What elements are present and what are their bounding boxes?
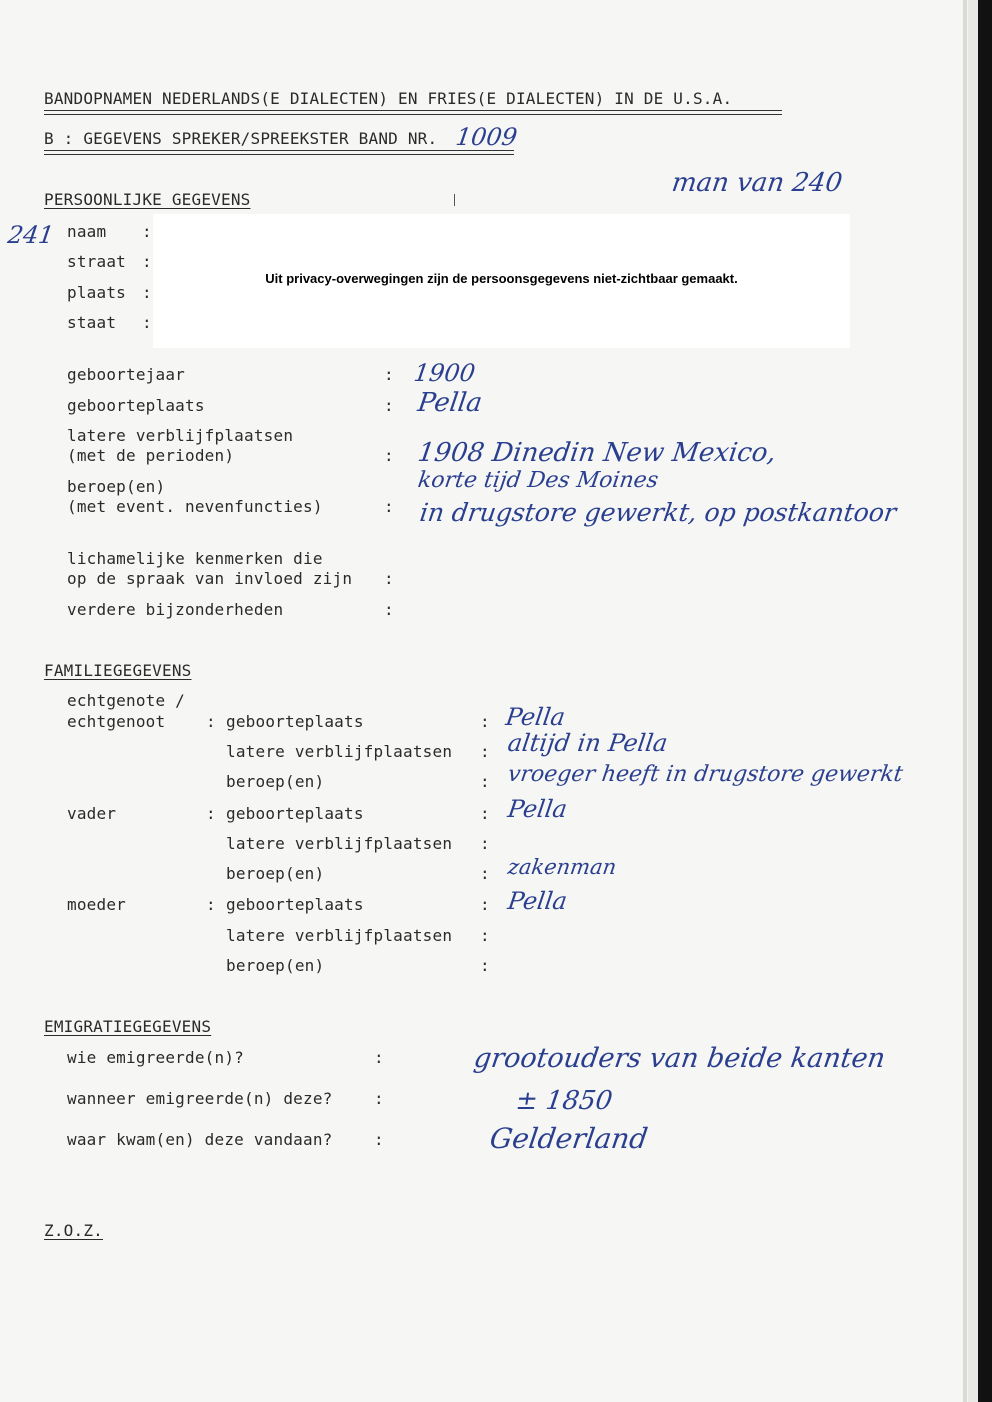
margin-note: man van 240: [669, 168, 845, 198]
title-double-underline: [44, 110, 782, 111]
zoz-footer: Z.O.Z.: [44, 1221, 103, 1240]
mother-later-label: latere verblijfplaatsen: [226, 926, 453, 945]
label-physical-2: op de spraak van invloed zijn: [67, 569, 353, 588]
spouse-later-sep: :: [480, 742, 490, 761]
sep-physical: :: [384, 569, 394, 588]
emigration-q1: wie emigreerde(n)?: [67, 1048, 244, 1067]
spouse-label-2: echtgenoot: [67, 712, 166, 731]
emigration-q3-sep: :: [374, 1130, 384, 1149]
band-number: 1009: [454, 123, 520, 151]
spouse-later-label: latere verblijfplaatsen: [226, 742, 453, 761]
label-profession: beroep(en): [67, 477, 166, 496]
field-sep-street: :: [142, 252, 152, 271]
family-heading: FAMILIEGEGEVENS: [44, 661, 192, 680]
sep-later-residences: :: [384, 446, 394, 465]
value-later-residences: 1908 Dinedin New Mexico,: [415, 438, 778, 468]
emigration-a2: ± 1850: [513, 1086, 615, 1116]
mother-birthplace-value: Pella: [506, 887, 569, 915]
mother-later-sep: :: [480, 926, 490, 945]
value-later-residences-2: korte tijd Des Moines: [416, 468, 660, 493]
father-later-sep: :: [480, 834, 490, 853]
page-edge-shadow: [963, 0, 967, 1402]
emigration-q2-sep: :: [374, 1089, 384, 1108]
father-birthplace-label: geboorteplaats: [226, 804, 364, 823]
subtitle-double-underline: [44, 150, 514, 151]
personal-heading: PERSOONLIJKE GEGEVENS: [44, 190, 251, 209]
spouse-job-label: beroep(en): [226, 772, 325, 791]
document-title: BANDOPNAMEN NEDERLANDS(E DIALECTEN) EN FRIES(E DIALECTEN) IN DE U.S.A.: [44, 89, 733, 108]
value-birthplace: Pella: [415, 388, 484, 418]
father-birthplace-sep: :: [480, 804, 490, 823]
emigration-heading: EMIGRATIEGEGEVENS: [44, 1017, 212, 1036]
margin-number: 241: [6, 221, 56, 249]
spouse-sep: :: [206, 712, 216, 731]
field-label-street: straat: [67, 252, 126, 271]
father-birthplace-value: Pella: [506, 795, 569, 823]
spouse-birthplace-sep: :: [480, 712, 490, 731]
label-later-residences: latere verblijfplaatsen: [67, 426, 294, 445]
mother-job-label: beroep(en): [226, 956, 325, 975]
spouse-birthplace-label: geboorteplaats: [226, 712, 364, 731]
mother-label: moeder: [67, 895, 126, 914]
emigration-q1-sep: :: [374, 1048, 384, 1067]
label-later-residences-2: (met de perioden): [67, 446, 235, 465]
field-label-state: staat: [67, 313, 117, 332]
page-edge-paper: [968, 0, 978, 1402]
emigration-q3: waar kwam(en) deze vandaan?: [67, 1130, 333, 1149]
mother-sep: :: [206, 895, 216, 914]
field-label-place: plaats: [67, 283, 126, 302]
value-profession: in drugstore gewerkt, op postkantoor: [418, 498, 899, 527]
label-birthplace: geboorteplaats: [67, 396, 205, 415]
document-subtitle: B : GEGEVENS SPREKER/SPREEKSTER BAND NR.: [44, 129, 438, 148]
field-sep-place: :: [142, 283, 152, 302]
father-job-value: zakenman: [506, 855, 618, 879]
father-sep: :: [206, 804, 216, 823]
scan-border: [978, 0, 992, 1402]
spouse-later-value: altijd in Pella: [506, 729, 670, 757]
mother-birthplace-sep: :: [480, 895, 490, 914]
father-job-label: beroep(en): [226, 864, 325, 883]
mother-job-sep: :: [480, 956, 490, 975]
value-birth-year: 1900: [412, 359, 478, 387]
spouse-birthplace-value: Pella: [504, 703, 567, 731]
field-sep-name: :: [142, 222, 152, 241]
sep-profession: :: [384, 497, 394, 516]
father-label: vader: [67, 804, 117, 823]
label-particulars: verdere bijzonderheden: [67, 600, 284, 619]
spouse-label: echtgenote /: [67, 691, 185, 710]
field-sep-state: :: [142, 313, 152, 332]
label-physical: lichamelijke kenmerken die: [67, 549, 323, 568]
father-job-sep: :: [480, 864, 490, 883]
privacy-notice: Uit privacy-overwegingen zijn de persoonsgegevens niet-zichtbaar gemaakt.: [265, 271, 738, 286]
emigration-q2: wanneer emigreerde(n) deze?: [67, 1089, 333, 1108]
label-profession-2: (met event. nevenfuncties): [67, 497, 323, 516]
sep-particulars: :: [384, 600, 394, 619]
privacy-redaction: [153, 214, 850, 348]
sep-birthplace: :: [384, 396, 394, 415]
spouse-job-value: vroeger heeft in drugstore gewerkt: [506, 762, 905, 787]
sep-birth-year: :: [384, 365, 394, 384]
emigration-a3: Gelderland: [487, 1122, 650, 1155]
label-birth-year: geboortejaar: [67, 365, 185, 384]
pen-tick: [454, 194, 455, 206]
father-later-label: latere verblijfplaatsen: [226, 834, 453, 853]
mother-birthplace-label: geboorteplaats: [226, 895, 364, 914]
spouse-job-sep: :: [480, 772, 490, 791]
field-label-name: naam: [67, 222, 107, 241]
emigration-a1: grootouders van beide kanten: [471, 1043, 888, 1074]
